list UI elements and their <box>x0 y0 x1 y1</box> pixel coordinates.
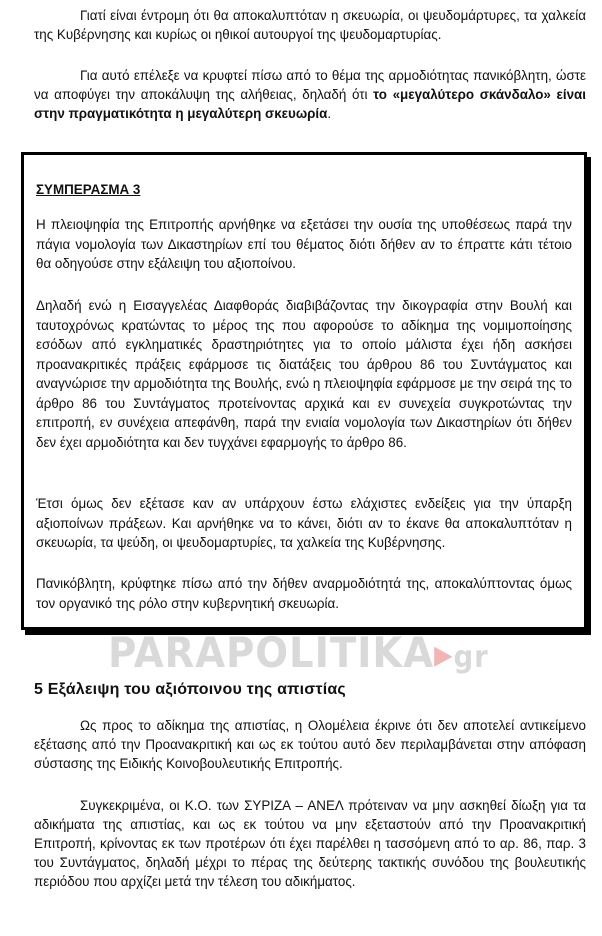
section-paragraph-1: Ως προς το αδίκημα της απιστίας, η Ολομέλεια έκρινε ότι δεν αποτελεί αντικείμενο εξέτασης από την Προανακριτική και ως εκ τούτου αυτό δεν περιλαμβάνεται στην απόφαση σύστασης της Ειδικής Κοινοβουλευτικής Επιτροπής. <box>34 718 586 771</box>
section-paragraph-2: Συγκεκριμένα, οι Κ.Ο. των ΣΥΡΙΖΑ – ΑΝΕΛ πρότειναν να μην ασκηθεί δίωξη για τα αδικήματα της απιστίας, και ως εκ τούτου να μην εξεταστούν από την Προανακριτική Επιτροπή, κρίνοντας εκ των προτέρων ότι έχει παρέλθει η τασσόμενη από το αρ. 86, παρ. 3 του Συντάγματος, δηλαδή μέχρι το πέρας της δεύτερης τακτικής συνόδου της βουλευτικής περιόδου που αρχίζει μετά την τέλεση του αδικήματος. <box>34 798 586 889</box>
play-arrow-icon: ▶ <box>434 640 454 671</box>
conclusion-title: ΣΥΜΠΕΡΑΣΜΑ 3 <box>36 182 141 197</box>
conclusion-box <box>21 152 587 630</box>
intro-paragraph-2-end: . <box>327 106 332 121</box>
intro-paragraph-1: Γιατί είναι έντρομη ότι θα αποκαλυπτόταν η σκευωρία, οι ψευδομάρτυρες, τα χαλκεία της Κυβέρνησης και κυρίως οι ηθικοί αυτουργοί της ψευδομαρτυρίας. <box>34 8 586 42</box>
watermark-logo <box>108 628 489 677</box>
intro-paragraph-2-text: Για αυτό επέλεξε να κρυφτεί πίσω από το θέμα της αρμοδιότητας πανικόβλητη, ώστε να αποφύγει την αποκάλυψη της αλήθειας, δηλαδή ότι <box>34 68 586 102</box>
intro-paragraph-2 <box>34 66 586 123</box>
watermark-suffix: gr <box>453 640 489 675</box>
conclusion-paragraph-1: Η πλειοψηφία της Επιτροπής αρνήθηκε να εξετάσει την ουσία της υποθέσεως παρά την πάγια νομολογία των Δικαστηρίων επί του θέματος διότι δήθεν αν το έπραττε κάτι τέτοιο θα οδηγούσε στην εξάλειψη του αξιοποίνου. <box>36 217 572 271</box>
watermark-text: PARAPOLITIKA <box>108 628 435 677</box>
conclusion-paragraph-4: Πανικόβλητη, κρύφτηκε πίσω από την δήθεν αναρμοδιότητά της, αποκαλύπτοντας όμως τον οργανικό της ρόλο στην κυβερνητική σκευωρία. <box>36 576 572 611</box>
intro-paragraph-2-emphasis: το «μεγαλύτερο σκάνδαλο» είναι στην πραγματικότητα η μεγαλύτερη σκευωρία <box>34 87 586 121</box>
conclusion-paragraph-2: Δηλαδή ενώ η Εισαγγελέας Διαφθοράς διαβιβάζοντας την δικογραφία στην Βουλή και ταυτοχρόνως κρατώντας το μέρος της που αφορούσε το αδίκημα της νομιμοποίησης εσόδων από εγκληματικές δραστηριότητες για το οποίο μάλιστα έχει ήδη ασκήσει προανακριτικές πράξεις εφάρμοσε τις διατάξεις του άρθρου 86 του Συντάγματος και αναγνώρισε την αρμοδιότητα της Βουλής, ενώ η πλειοψηφία εφάρμοσε με την σειρά της το άρθρο 86 του Συντάγματος προτείνοντας αρχικά και εν συνεχεία συγκροτώντας την επιτροπή, εν συνέχεια απεφάνθη, παρά την ενιαία νομολογία των Δικαστηρίων ότι δήθεν δεν έχει αρμοδιότητα και δεν τυγχάνει εφαρμογής το άρθρο 86. <box>36 298 572 450</box>
conclusion-paragraph-3: Έτσι όμως δεν εξέτασε καν αν υπάρχουν έστω ελάχιστες ενδείξεις για την ύπαρξη αξιοποίνων πράξεων. Και αρνήθηκε να το κάνει, διότι αν το έκανε θα αποκαλυπτόταν η σκευωρία, τα ψεύδη, οι ψευδομαρτυρίες, τα χαλκεία της Κυβέρνησης. <box>36 496 572 550</box>
section-title: 5 Εξάλειψη του αξιόποινου της απιστίας <box>34 681 346 698</box>
